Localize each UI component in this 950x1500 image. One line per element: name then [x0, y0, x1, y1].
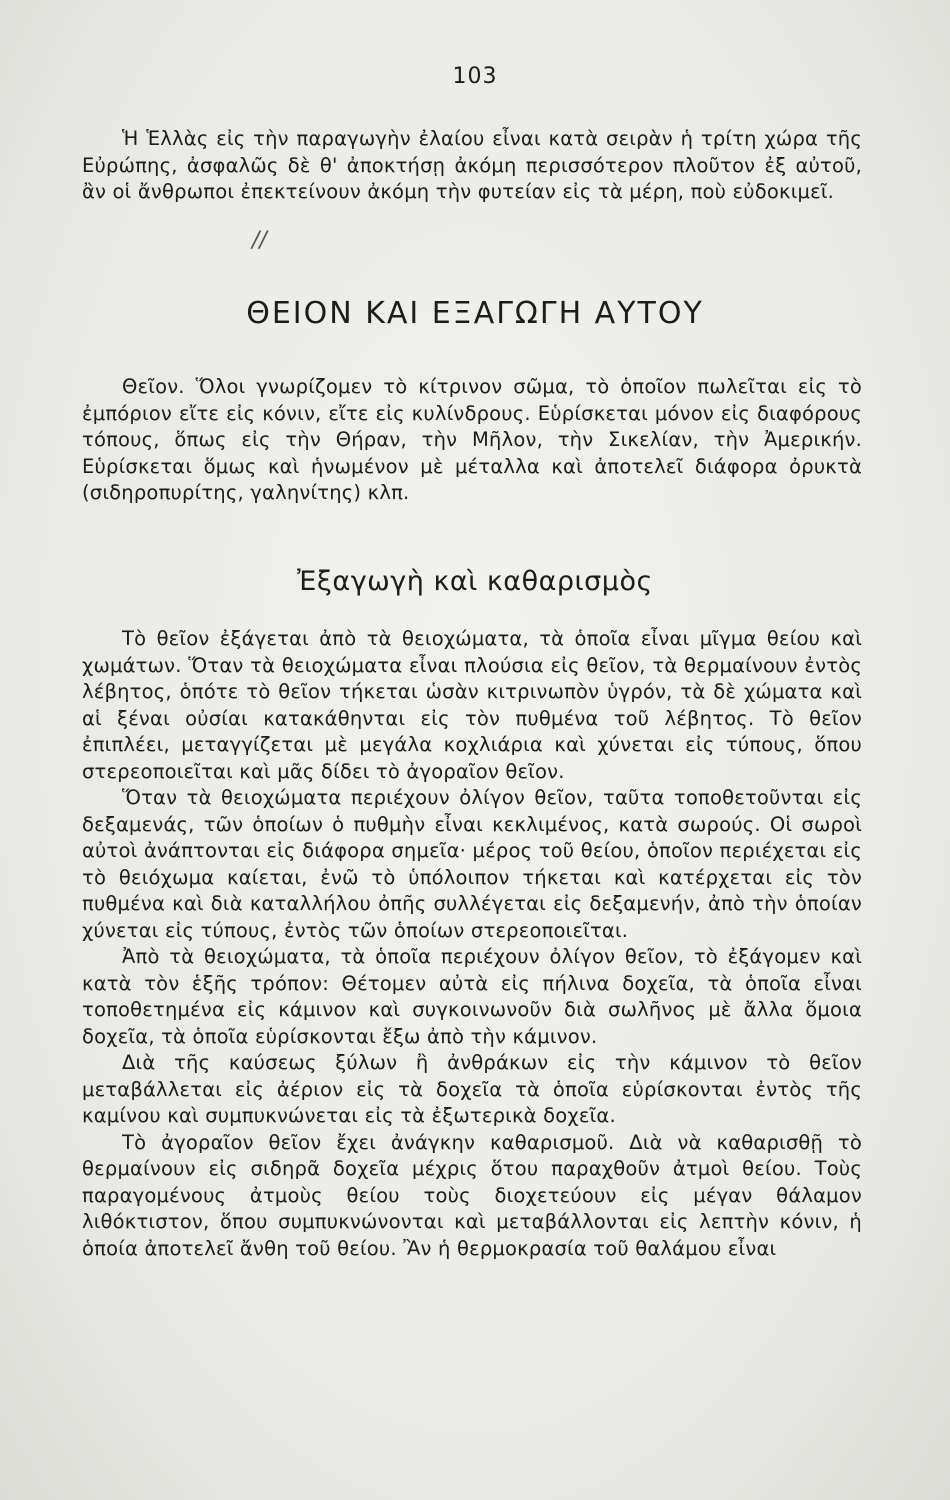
section-title: ΘΕΙΟΝ ΚΑΙ ΕΞΑΓΩΓΗ ΑΥΤΟΥ [246, 296, 704, 331]
subsection-text-block [82, 626, 862, 1262]
body-paragraph-2: Ὅταν τὰ θειοχώματα περιέχουν ὀλίγον θεῖον, ταῦτα τοποθετοῦνται εἰς δεξαμενάς, τῶν ὁποίων ὁ πυθμὴν εἶναι κεκλιμένος, κατὰ σωρούς. Οἱ σωροὶ αὐτοὶ ἀνάπτονται εἰς διάφορα σημεῖα· μέρος τοῦ θείου, ὁποῖον περιέχεται εἰς τὸ θειόχωμα καίεται, ἐνῶ τὸ ὑπόλοιπον τήκεται καὶ κατέρχεται εἰς τὸν πυθμένα καὶ διὰ καταλλήλου ὀπῆς συλλέγεται εἰς δεξαμενήν, ἀπὸ τὴν ὁποίαν χύνεται εἰς τύπους, ἐντὸς τῶν ὁποίων στερεοποιεῖται. [82, 786, 862, 942]
margin-pen-mark: // [252, 228, 267, 253]
subsection-title: Ἐξαγωγὴ καὶ καθαρισμὸς [297, 566, 653, 597]
section-text-block [82, 374, 862, 507]
intro-text-block [82, 126, 862, 206]
body-paragraph-1: Τὸ θεῖον ἐξάγεται ἀπὸ τὰ θειοχώματα, τὰ ὁποῖα εἶναι μῖγμα θείου καὶ χωμάτων. Ὅταν τὰ θειοχώματα εἶναι πλούσια εἰς θεῖον, τὰ θερμαίνουν ἐντὸς λέβητος, ὁπότε τὸ θεῖον τήκεται ὡσὰν κιτρινωπὸν ὑγρόν, τὰ δὲ χώματα καὶ αἱ ξέναι οὐσίαι κατακάθηνται εἰς τὸν πυθμένα τοῦ λέβητος. Τὸ θεῖον ἐπιπλέει, μεταγγίζεται μὲ μεγάλα κοχλιάρια καὶ χύνεται εἰς τύπους, ὅπου στερεοποιεῖται καὶ μᾶς δίδει τὸ ἀγοραῖον θεῖον. [82, 627, 862, 783]
page-number: 103 [452, 64, 498, 89]
body-paragraph-4: Διὰ τῆς καύσεως ξύλων ἢ ἀνθράκων εἰς τὴν κάμινον τὸ θεῖον μεταβάλλεται εἰς ἀέριον εἰς τὰ δοχεῖα τὰ ὁποῖα εὑρίσκονται ἐντὸς τῆς καμίνου καὶ συμπυκνώνεται εἰς τὰ ἐξωτερικὰ δοχεῖα. [82, 1051, 862, 1127]
body-paragraph-3: Ἀπὸ τὰ θειοχώματα, τὰ ὁποῖα περιέχουν ὀλίγον θεῖον, τὸ ἐξάγομεν καὶ κατὰ τὸν ἑξῆς τρόπον: Θέτομεν αὐτὰ εἰς πήλινα δοχεῖα, τὰ ὁποῖα εἶναι τοποθετημένα εἰς κάμινον καὶ συγκοινωνοῦν διὰ σωλῆνος μὲ ἄλλα ὅμοια δοχεῖα, τὰ ὁποῖα εὑρίσκονται ἔξω ἀπὸ τὴν κάμινον. [82, 945, 862, 1048]
body-paragraph-5: Τὸ ἀγοραῖον θεῖον ἔχει ἀνάγκην καθαρισμοῦ. Διὰ νὰ καθαρισθῇ τὸ θερμαίνουν εἰς σιδηρᾶ δοχεῖα μέχρις ὅτου παραχθοῦν ἀτμοὶ θείου. Τοὺς παραγομένους ἀτμοὺς θείου τοὺς διοχετεύουν εἰς μέγαν θάλαμον λιθόκτιστον, ὅπου συμπυκνώνονται καὶ μεταβάλλονται εἰς λεπτὴν κόνιν, ἡ ὁποία ἀποτελεῖ ἄνθη τοῦ θείου. Ἂν ἡ θερμοκρασία τοῦ θαλάμου εἶναι [82, 1130, 862, 1260]
section-paragraph: Θεῖον. Ὅλοι γνωρίζομεν τὸ κίτρινον σῶμα, τὸ ὁποῖον πωλεῖται εἰς τὸ ἐμπόριον εἴτε εἰς κόνιν, εἴτε εἰς κυλίνδρους. Εὑρίσκεται μόνον εἰς διαφόρους τόπους, ὅπως εἰς τὴν Θήραν, τὴν Μῆλον, τὴν Σικελίαν, τὴν Ἀμερικήν. Εὑρίσκεται ὅμως καὶ ἡνωμένον μὲ μέταλλα καὶ ἀποτελεῖ διάφορα ὀρυκτὰ (σιδηροπυρίτης, γαληνίτης) κλπ. [82, 375, 862, 504]
intro-paragraph: Ἡ Ἑλλὰς εἰς τὴν παραγωγὴν ἐλαίου εἶναι κατὰ σειρὰν ἡ τρίτη χώρα τῆς Εὐρώπης, ἀσφαλῶς δὲ θ' ἀποκτήσῃ ἀκόμη περισσότερον πλοῦτον ἐξ αὐτοῦ, ἂν οἱ ἄνθρωποι ἐπεκτείνουν ἀκόμη τὴν φυτείαν εἰς τὰ μέρη, ποὺ εὐδοκιμεῖ. [82, 127, 862, 203]
